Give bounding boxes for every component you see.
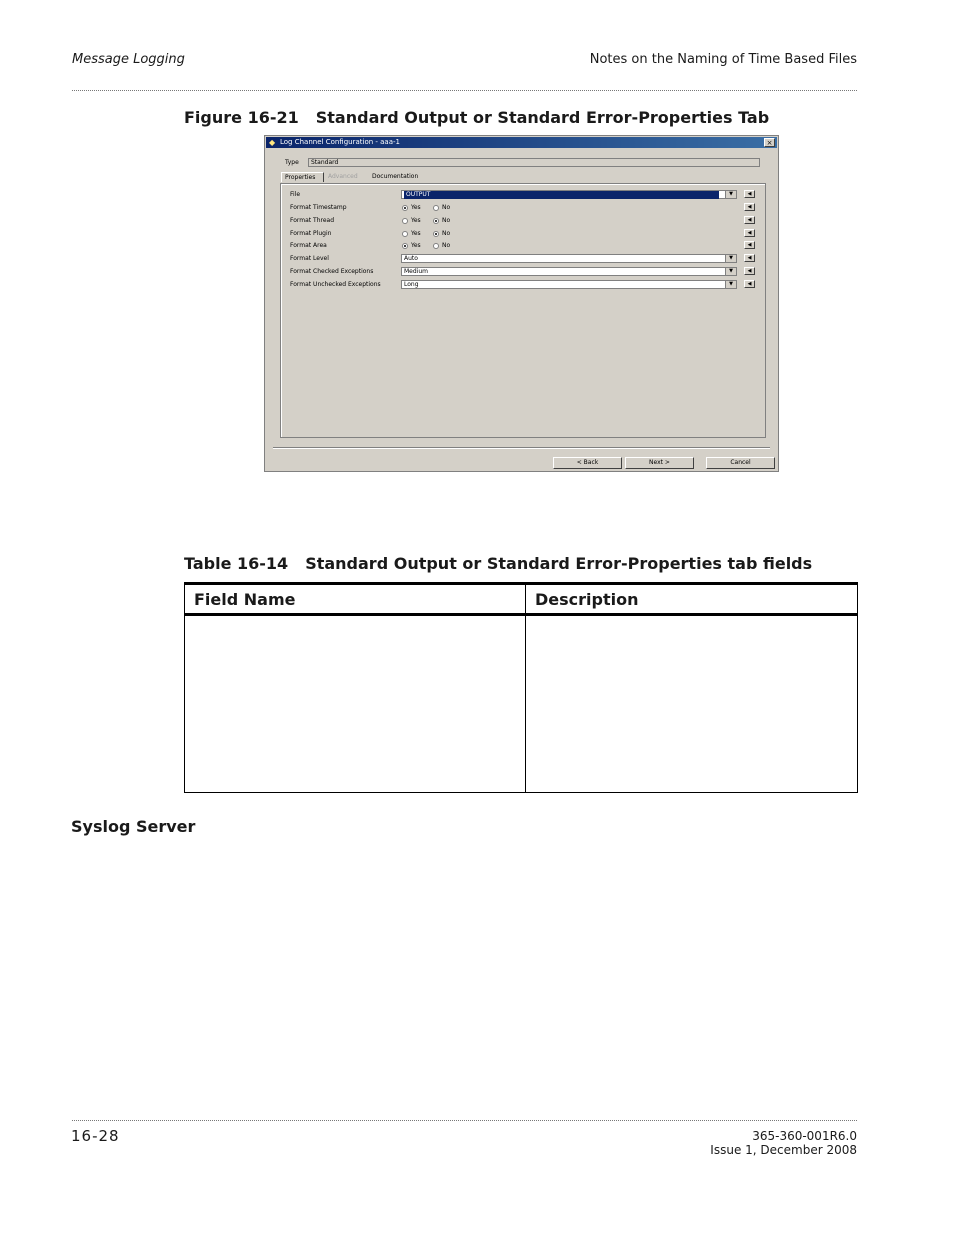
reset-arrow-icon[interactable]: ◀ [744, 267, 755, 275]
fields-table [184, 582, 858, 793]
field-label: File [290, 191, 301, 198]
type-field: Standard [308, 158, 760, 167]
chevron-down-icon[interactable]: ▼ [725, 191, 736, 198]
reset-arrow-icon[interactable]: ◀ [744, 254, 755, 262]
tab-advanced: Advanced [328, 173, 358, 180]
table-row [185, 615, 858, 793]
field-combo[interactable] [401, 254, 737, 263]
field-combo[interactable] [401, 267, 737, 276]
field-label: Format Area [290, 242, 327, 249]
radio-label: No [442, 204, 451, 211]
radio-button-icon[interactable] [433, 205, 439, 211]
figure-title: Standard Output or Standard Error-Properties Tab [315, 108, 770, 127]
radio-button-icon[interactable] [433, 243, 439, 249]
section-heading: Syslog Server [71, 817, 196, 836]
radio-label: Yes [411, 242, 421, 249]
reset-arrow-icon[interactable]: ◀ [744, 241, 755, 249]
table-title: Standard Output or Standard Error-Properties tab fields [305, 554, 813, 573]
radio-no[interactable] [433, 242, 450, 250]
combo-value: Auto [404, 255, 418, 262]
radio-button-icon[interactable] [402, 243, 408, 249]
field-label: Format Level [290, 255, 329, 262]
radio-label: Yes [411, 217, 421, 224]
radio-button-icon[interactable] [402, 218, 408, 224]
radio-yes[interactable] [402, 230, 421, 238]
radio-no[interactable] [433, 204, 450, 212]
radio-no[interactable] [433, 230, 450, 238]
log-channel-dialog [264, 135, 779, 472]
reset-arrow-icon[interactable]: ◀ [744, 216, 755, 224]
combo-value: OUTPUT [404, 191, 719, 199]
reset-arrow-icon[interactable]: ◀ [744, 190, 755, 198]
chevron-down-icon[interactable]: ▼ [725, 281, 736, 288]
field-label: Format Thread [290, 217, 335, 224]
column-header-field-name: Field Name [185, 584, 526, 615]
table-cell [185, 615, 526, 793]
dialog-title: Log Channel Configuration - aaa-1 [280, 138, 400, 146]
radio-label: Yes [411, 230, 421, 237]
field-label: Format Plugin [290, 230, 332, 237]
issue-date: Issue 1, December 2008 [710, 1143, 857, 1157]
page-number: 16-28 [71, 1127, 120, 1145]
running-header-section: Notes on the Naming of Time Based Files [589, 52, 857, 67]
radio-label: Yes [411, 204, 421, 211]
running-header-chapter: Message Logging [72, 52, 185, 67]
radio-yes[interactable] [402, 242, 421, 250]
reset-arrow-icon[interactable]: ◀ [744, 203, 755, 211]
radio-yes[interactable] [402, 217, 421, 225]
radio-no[interactable] [433, 217, 450, 225]
figure-number: Figure 16-21 [184, 108, 299, 127]
tab-documentation[interactable]: Documentation [372, 173, 419, 180]
field-combo[interactable] [401, 190, 737, 199]
radio-button-icon[interactable] [402, 231, 408, 237]
table-cell [526, 615, 858, 793]
header-rule [72, 90, 857, 91]
combo-value: Medium [404, 268, 428, 275]
button-separator [273, 447, 770, 449]
document-number [710, 1129, 857, 1157]
dialog-titlebar [266, 137, 777, 148]
field-label: Format Unchecked Exceptions [290, 281, 381, 288]
radio-label: No [442, 217, 451, 224]
reset-arrow-icon[interactable]: ◀ [744, 280, 755, 288]
field-label: Format Checked Exceptions [290, 268, 374, 275]
tab-properties[interactable]: Properties [281, 172, 324, 182]
table-caption [184, 554, 812, 573]
field-label: Format Timestamp [290, 204, 347, 211]
radio-button-icon[interactable] [433, 231, 439, 237]
properties-panel [280, 183, 766, 438]
chevron-down-icon[interactable]: ▼ [725, 268, 736, 275]
radio-button-icon[interactable] [402, 205, 408, 211]
radio-label: No [442, 230, 451, 237]
table-number: Table 16-14 [184, 554, 289, 573]
radio-yes[interactable] [402, 204, 421, 212]
reset-arrow-icon[interactable]: ◀ [744, 229, 755, 237]
back-button[interactable]: < Back [553, 457, 622, 469]
chevron-down-icon[interactable]: ▼ [725, 255, 736, 262]
next-button[interactable]: Next > [625, 457, 694, 469]
radio-label: No [442, 242, 451, 249]
combo-value: Long [404, 281, 419, 288]
footer-rule [72, 1120, 857, 1121]
field-combo[interactable] [401, 280, 737, 289]
type-label: Type [285, 159, 299, 166]
doc-number: 365-360-001R6.0 [752, 1129, 857, 1143]
figure-caption [184, 108, 769, 127]
column-header-description: Description [526, 584, 858, 615]
app-icon: ◆ [269, 138, 276, 147]
cancel-button[interactable]: Cancel [706, 457, 775, 469]
table-header-row [185, 584, 858, 615]
close-icon[interactable]: × [764, 138, 775, 147]
radio-button-icon[interactable] [433, 218, 439, 224]
